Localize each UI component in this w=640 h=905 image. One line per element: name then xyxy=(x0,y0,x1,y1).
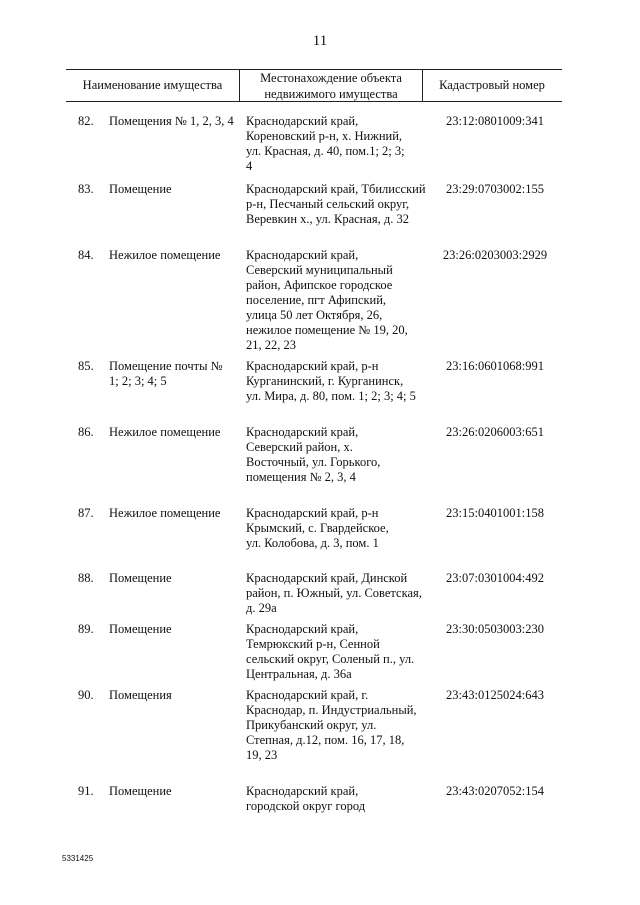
row-number: 87. xyxy=(78,506,94,520)
table-row xyxy=(0,622,640,688)
row-number: 83. xyxy=(78,182,94,196)
property-name: Нежилое помещение xyxy=(109,425,221,439)
cadastral-number: 23:07:0301004:492 xyxy=(446,571,544,585)
page-number: 11 xyxy=(312,33,328,49)
property-name: Помещение почты № 1; 2; 3; 4; 5 xyxy=(109,359,223,388)
header-divider xyxy=(239,69,240,101)
cadastral-number: 23:30:0503003:230 xyxy=(446,622,544,636)
document-code: 5331425 xyxy=(62,854,94,863)
row-number: 90. xyxy=(78,688,94,702)
cadastral-number: 23:26:0206003:651 xyxy=(446,425,544,439)
row-number: 84. xyxy=(78,248,94,262)
table-row xyxy=(0,784,640,820)
property-location: Краснодарский край, Северский район, х. Восточный, ул. Горького, помещения № 2, 3, 4 xyxy=(246,425,381,484)
property-location: Краснодарский край, городской округ город xyxy=(246,784,366,813)
property-name: Помещения № 1, 2, 3, 4 xyxy=(109,114,234,128)
table-row xyxy=(0,425,640,506)
table-row xyxy=(0,182,640,248)
property-name: Помещение xyxy=(109,622,172,636)
header-location: Местонахождение объекта недвижимого имущества xyxy=(260,71,402,101)
property-name: Помещение xyxy=(109,182,172,196)
property-location: Краснодарский край, Динской район, п. Южный, ул. Советская, д. 29а xyxy=(246,571,422,615)
row-number: 91. xyxy=(78,784,94,798)
property-name: Нежилое помещение xyxy=(109,506,221,520)
row-number: 82. xyxy=(78,114,94,128)
table-row xyxy=(0,248,640,359)
header-cadastral: Кадастровый номер xyxy=(439,78,545,92)
property-location: Краснодарский край, р-н Курганинский, г. Курганинск, ул. Мира, д. 80, пом. 1; 2; 3; 4; 5 xyxy=(246,359,416,403)
cadastral-number: 23:43:0125024:643 xyxy=(446,688,544,702)
property-location: Краснодарский край, Кореновский р-н, х. Нижний, ул. Красная, д. 40, пом.1; 2; 3; 4 xyxy=(246,114,405,173)
property-location: Краснодарский край, Тбилисский р-н, Песчаный сельский округ, Веревкин х., ул. Красная, д. 32 xyxy=(246,182,426,226)
row-number: 89. xyxy=(78,622,94,636)
cadastral-number: 23:29:0703002:155 xyxy=(446,182,544,196)
property-location: Краснодарский край, Северский муниципальный район, Афипское городское поселение, пгт Афипский, улица 50 лет Октября, 26, нежилое помещение № 19, 20, 21, 22, 23 xyxy=(246,248,408,352)
table-row xyxy=(0,114,640,182)
header-name: Наименование имущества xyxy=(82,78,223,92)
property-name: Помещение xyxy=(109,571,172,585)
cadastral-number: 23:43:0207052:154 xyxy=(446,784,544,798)
property-location: Краснодарский край, г. Краснодар, п. Индустриальный, Прикубанский округ, ул. Степная, д.12, пом. 16, 17, 18, 19, 23 xyxy=(246,688,417,762)
row-number: 86. xyxy=(78,425,94,439)
cadastral-number: 23:15:0401001:158 xyxy=(446,506,544,520)
table-body xyxy=(0,114,640,820)
property-location: Краснодарский край, Темрюкский р-н, Сенной сельский округ, Соленый п., ул. Центральная, д. 36а xyxy=(246,622,415,681)
property-name: Помещение xyxy=(109,784,172,798)
property-name: Помещения xyxy=(109,688,172,702)
table-row xyxy=(0,571,640,622)
cadastral-number: 23:16:0601068:991 xyxy=(446,359,544,373)
table-row xyxy=(0,506,640,571)
property-location: Краснодарский край, р-н Крымский, с. Гвардейское, ул. Колобова, д. 3, пом. 1 xyxy=(246,506,389,550)
cadastral-number: 23:12:0801009:341 xyxy=(446,114,544,128)
row-number: 85. xyxy=(78,359,94,373)
cadastral-number: 23:26:0203003:2929 xyxy=(442,248,548,262)
table-row xyxy=(0,688,640,784)
table-row xyxy=(0,359,640,425)
property-name: Нежилое помещение xyxy=(109,248,221,262)
row-number: 88. xyxy=(78,571,94,585)
